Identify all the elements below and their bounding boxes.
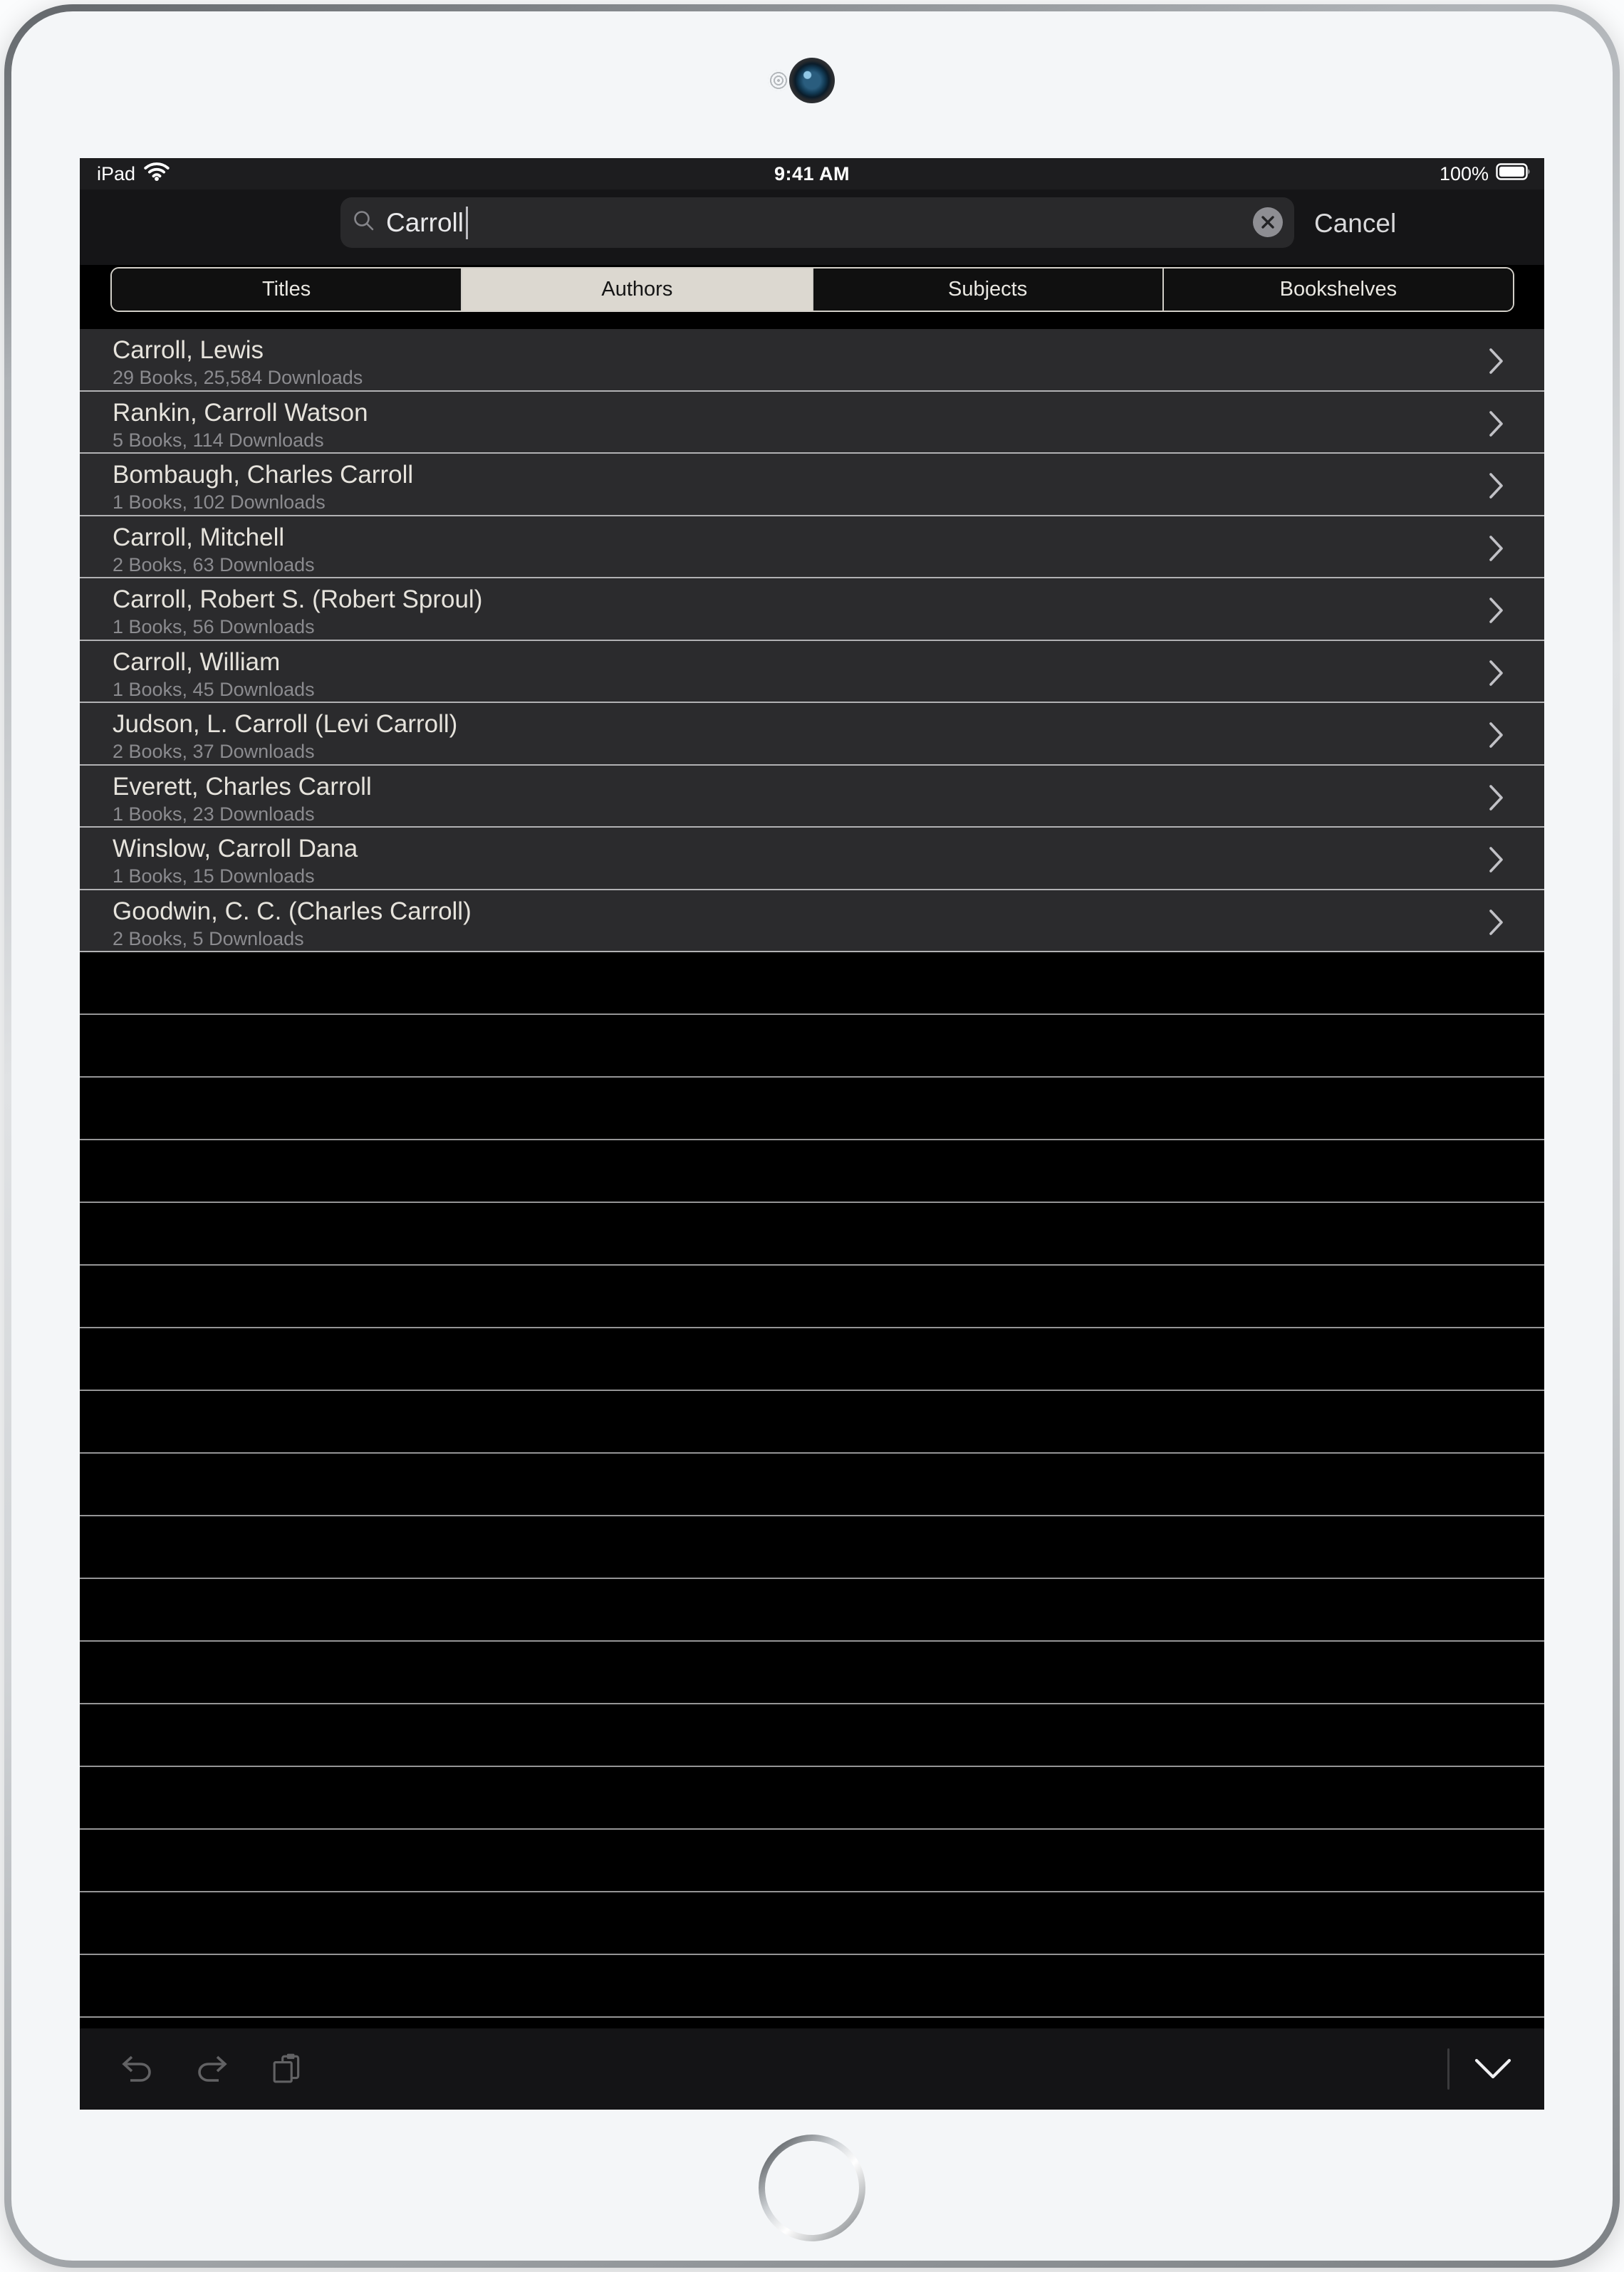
ipad-bezel [11,11,1613,2261]
empty-row [80,1266,1544,1328]
author-name: Carroll, Mitchell [113,523,285,551]
author-stats: 5 Books, 114 Downloads [113,429,324,451]
segmented-control-row [80,265,1544,329]
search-input[interactable] [340,197,1294,248]
tab-authors[interactable]: Authors [462,269,813,311]
author-result-row[interactable] [80,578,1544,641]
author-name: Carroll, William [113,647,281,676]
author-name: Rankin, Carroll Watson [113,398,368,427]
search-header [80,189,1544,265]
author-result-row[interactable] [80,828,1544,890]
chevron-right-icon [1489,909,1504,939]
redo-button[interactable] [195,2052,229,2086]
author-result-row[interactable] [80,766,1544,828]
status-bar [80,158,1544,189]
chevron-right-icon [1489,660,1504,690]
battery-percent-label: 100% [1439,162,1489,184]
scope-segmented-control [110,267,1514,312]
author-result-row[interactable] [80,329,1544,392]
tab-subjects[interactable]: Subjects [813,269,1164,311]
empty-row [80,1203,1544,1266]
author-name: Winslow, Carroll Dana [113,835,358,863]
author-stats: 1 Books, 23 Downloads [113,803,315,825]
author-name: Judson, L. Carroll (Levi Carroll) [113,710,458,738]
empty-row [80,1078,1544,1140]
tab-titles[interactable]: Titles [112,269,462,311]
empty-row [80,1892,1544,1955]
empty-row [80,1579,1544,1642]
clear-search-button[interactable] [1253,207,1283,237]
chevron-right-icon [1489,597,1504,627]
chevron-right-icon [1489,535,1504,566]
author-name: Bombaugh, Charles Carroll [113,461,414,489]
author-stats: 2 Books, 37 Downloads [113,741,315,762]
author-stats: 1 Books, 102 Downloads [113,491,326,513]
empty-row [80,1454,1544,1516]
author-result-row[interactable] [80,454,1544,516]
author-result-row[interactable] [80,641,1544,704]
light-sensor-icon [768,70,789,91]
author-result-row[interactable] [80,516,1544,579]
author-stats: 1 Books, 56 Downloads [113,616,315,637]
empty-row [80,1704,1544,1767]
empty-row [80,1391,1544,1454]
empty-row [80,1955,1544,2018]
chevron-right-icon [1489,410,1504,441]
ipad-device-frame [4,4,1620,2268]
author-name: Everett, Charles Carroll [113,772,372,801]
empty-row [80,1015,1544,1078]
screen [80,158,1544,2110]
empty-row [80,1830,1544,1892]
front-camera-icon [789,58,835,103]
empty-rows-area [80,952,1544,2019]
time-label: 9:41 AM [774,162,850,184]
author-stats: 1 Books, 15 Downloads [113,865,315,887]
paste-button[interactable] [271,2052,305,2086]
text-cursor [466,207,468,239]
author-stats: 2 Books, 5 Downloads [113,927,304,949]
cancel-button[interactable]: Cancel [1314,208,1397,238]
author-result-row[interactable] [80,703,1544,766]
empty-row [80,1328,1544,1391]
results-list [80,329,1544,952]
empty-row [80,952,1544,1015]
author-name: Goodwin, C. C. (Charles Carroll) [113,897,472,925]
dismiss-keyboard-button[interactable] [1470,2050,1516,2088]
empty-row [80,1516,1544,1579]
author-stats: 1 Books, 45 Downloads [113,678,315,700]
chevron-right-icon [1489,472,1504,503]
search-query-text: Carroll [386,207,464,237]
search-icon [352,209,376,236]
empty-row [80,1140,1544,1203]
empty-row [80,1767,1544,1830]
chevron-right-icon [1489,348,1504,378]
author-stats: 29 Books, 25,584 Downloads [113,367,363,388]
carrier-label: iPad [97,162,136,184]
battery-icon [1496,162,1531,186]
chevron-right-icon [1489,721,1504,752]
empty-row [80,1642,1544,1704]
tab-bookshelves[interactable]: Bookshelves [1164,269,1513,311]
author-stats: 2 Books, 63 Downloads [113,553,315,575]
chevron-right-icon [1489,846,1504,877]
undo-button[interactable] [120,2052,154,2086]
author-name: Carroll, Robert S. (Robert Sproul) [113,585,483,613]
author-name: Carroll, Lewis [113,336,264,364]
author-result-row[interactable] [80,392,1544,454]
keyboard-shortcut-bar [80,2028,1544,2110]
toolbar-divider [1447,2048,1449,2090]
chevron-right-icon [1489,784,1504,815]
home-button[interactable] [759,2135,865,2241]
author-result-row[interactable] [80,890,1544,953]
